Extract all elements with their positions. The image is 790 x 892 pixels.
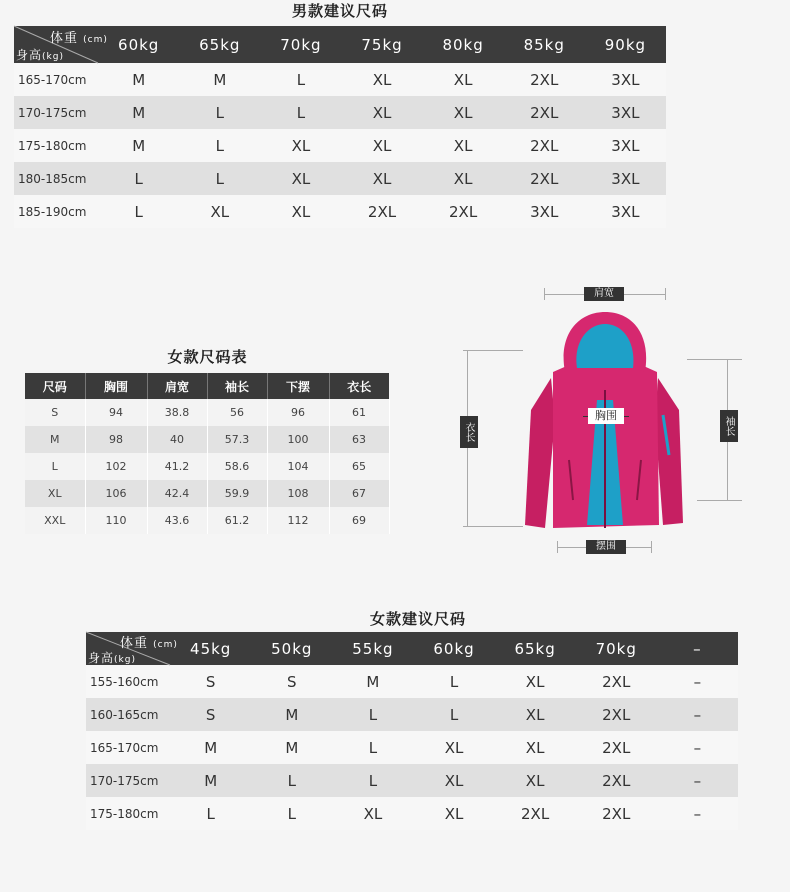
corner-weight-unit: (cm) (153, 640, 178, 650)
size-cell: M (98, 63, 179, 96)
size-cell: S (251, 665, 332, 698)
size-cell: XL (423, 96, 504, 129)
chart-cell: 94 (85, 399, 147, 426)
chart-cell: 61.2 (207, 507, 267, 534)
size-row (14, 96, 666, 129)
size-cell: XL (495, 731, 576, 764)
chart-cell: 67 (329, 480, 389, 507)
body-length-label: 衣长 (460, 416, 478, 448)
women-header-row (86, 632, 738, 665)
corner-weight-label: 体重 (120, 636, 149, 651)
height-range-cell: 185-190cm (14, 195, 98, 228)
size-cell: M (251, 731, 332, 764)
size-cell: L (251, 797, 332, 830)
chart-row (25, 480, 389, 507)
size-cell: L (179, 96, 260, 129)
size-cell: – (657, 797, 738, 830)
chart-cell: 100 (267, 426, 329, 453)
men-size-title: 男款建议尺码 (291, 2, 388, 20)
chart-header: 胸围 (85, 373, 147, 399)
size-cell: L (179, 129, 260, 162)
size-cell: – (657, 731, 738, 764)
size-cell: XL (341, 96, 422, 129)
size-row (86, 764, 738, 797)
chart-cell: 41.2 (147, 453, 207, 480)
size-cell: 3XL (585, 129, 666, 162)
size-cell: XL (423, 162, 504, 195)
chart-cell: 108 (267, 480, 329, 507)
size-cell: M (179, 63, 260, 96)
size-cell: 3XL (504, 195, 585, 228)
size-cell: 3XL (585, 63, 666, 96)
women-col-header: – (657, 632, 738, 665)
chart-cell: 40 (147, 426, 207, 453)
size-cell: XL (495, 665, 576, 698)
chart-cell: 65 (329, 453, 389, 480)
size-cell: – (657, 665, 738, 698)
hem-label: 摆围 (586, 540, 626, 554)
size-cell: XL (341, 162, 422, 195)
corner-height-unit: (kg) (42, 52, 64, 62)
size-cell: L (332, 698, 413, 731)
chart-cell: 38.8 (147, 399, 207, 426)
men-col-header: 60kg (98, 26, 179, 63)
chart-header: 袖长 (207, 373, 267, 399)
height-range-cell: 170-175cm (14, 96, 98, 129)
size-cell: 2XL (504, 63, 585, 96)
height-range-cell: 165-170cm (14, 63, 98, 96)
chart-cell: 98 (85, 426, 147, 453)
size-cell: S (170, 665, 251, 698)
height-range-cell: 180-185cm (14, 162, 98, 195)
size-row (86, 797, 738, 830)
women-chart-title: 女款尺码表 (167, 348, 248, 366)
men-col-header: 70kg (260, 26, 341, 63)
chest-label: 胸围 (588, 408, 624, 424)
corner-weight-label: 体重 (50, 31, 79, 46)
chart-header: 衣长 (329, 373, 389, 399)
size-cell: L (260, 63, 341, 96)
size-cell: L (179, 162, 260, 195)
size-cell: 2XL (504, 129, 585, 162)
size-cell: XL (495, 764, 576, 797)
size-cell: M (98, 96, 179, 129)
size-cell: M (170, 731, 251, 764)
size-row (86, 698, 738, 731)
chart-row (25, 453, 389, 480)
chart-row (25, 507, 389, 534)
size-cell: XL (423, 129, 504, 162)
size-cell: 2XL (576, 698, 657, 731)
size-cell: L (332, 731, 413, 764)
height-range-cell: 175-180cm (86, 797, 170, 830)
size-cell: – (657, 764, 738, 797)
women-col-header: 60kg (413, 632, 494, 665)
chart-header: 尺码 (25, 373, 85, 399)
size-cell: 2XL (495, 797, 576, 830)
chart-cell: 102 (85, 453, 147, 480)
women-col-header: 55kg (332, 632, 413, 665)
size-cell: – (657, 698, 738, 731)
men-col-header: 65kg (179, 26, 260, 63)
chart-cell: 63 (329, 426, 389, 453)
men-size-table (14, 26, 666, 228)
chart-cell: M (25, 426, 85, 453)
women-size-title: 女款建议尺码 (369, 610, 466, 628)
height-range-cell: 175-180cm (14, 129, 98, 162)
chart-cell: 56 (207, 399, 267, 426)
chart-cell: 69 (329, 507, 389, 534)
corner-height-unit: (kg) (114, 655, 136, 665)
size-cell: M (170, 764, 251, 797)
corner-height-label: 身高 (88, 651, 115, 665)
men-corner-cell (14, 26, 108, 63)
size-cell: 2XL (341, 195, 422, 228)
chart-cell: 104 (267, 453, 329, 480)
size-cell: M (332, 665, 413, 698)
size-row (14, 129, 666, 162)
size-cell: L (170, 797, 251, 830)
size-cell: 2XL (576, 764, 657, 797)
height-range-cell: 160-165cm (86, 698, 170, 731)
chart-cell: L (25, 453, 85, 480)
women-col-header: 50kg (251, 632, 332, 665)
size-row (14, 195, 666, 228)
chart-header: 下摆 (267, 373, 329, 399)
size-cell: XL (341, 129, 422, 162)
men-col-header: 90kg (585, 26, 666, 63)
women-chart-table (25, 373, 390, 534)
size-row (14, 63, 666, 96)
chart-cell: 42.4 (147, 480, 207, 507)
shoulder-width-label: 肩宽 (584, 287, 624, 301)
women-corner-cell (86, 632, 178, 665)
size-cell: 2XL (504, 96, 585, 129)
women-col-header: 70kg (576, 632, 657, 665)
chart-cell: XXL (25, 507, 85, 534)
corner-weight-unit: (cm) (83, 35, 108, 45)
measurement-diagram (455, 282, 755, 562)
size-cell: 2XL (504, 162, 585, 195)
size-cell: XL (413, 797, 494, 830)
size-cell: XL (260, 162, 341, 195)
size-cell: L (260, 96, 341, 129)
men-col-header: 75kg (341, 26, 422, 63)
size-cell: XL (332, 797, 413, 830)
chart-cell: S (25, 399, 85, 426)
size-cell: S (170, 698, 251, 731)
size-cell: L (413, 698, 494, 731)
men-col-header: 85kg (504, 26, 585, 63)
size-cell: XL (341, 63, 422, 96)
chart-cell: 112 (267, 507, 329, 534)
size-cell: XL (413, 764, 494, 797)
women-size-table (86, 632, 738, 830)
size-cell: L (98, 195, 179, 228)
size-cell: XL (413, 731, 494, 764)
size-row (14, 162, 666, 195)
size-cell: XL (423, 63, 504, 96)
height-range-cell: 165-170cm (86, 731, 170, 764)
size-cell: L (251, 764, 332, 797)
corner-height-label: 身高 (16, 48, 43, 62)
chart-cell: 96 (267, 399, 329, 426)
chart-cell: 58.6 (207, 453, 267, 480)
chart-cell: 110 (85, 507, 147, 534)
women-col-header: 45kg (170, 632, 251, 665)
chart-cell: 57.3 (207, 426, 267, 453)
size-cell: XL (260, 195, 341, 228)
size-cell: L (413, 665, 494, 698)
women-chart-header-row (25, 373, 389, 399)
size-cell: M (98, 129, 179, 162)
chart-header: 肩宽 (147, 373, 207, 399)
chart-cell: 106 (85, 480, 147, 507)
size-cell: 3XL (585, 96, 666, 129)
size-cell: XL (260, 129, 341, 162)
men-header-row (14, 26, 666, 63)
size-cell: 3XL (585, 195, 666, 228)
chart-cell: XL (25, 480, 85, 507)
size-cell: XL (495, 698, 576, 731)
chart-row (25, 426, 389, 453)
chart-cell: 43.6 (147, 507, 207, 534)
size-cell: 2XL (576, 797, 657, 830)
chart-cell: 59.9 (207, 480, 267, 507)
size-cell: 2XL (576, 731, 657, 764)
size-cell: 2XL (423, 195, 504, 228)
women-col-header: 65kg (495, 632, 576, 665)
size-cell: L (332, 764, 413, 797)
men-col-header: 80kg (423, 26, 504, 63)
size-cell: M (251, 698, 332, 731)
size-cell: XL (179, 195, 260, 228)
size-cell: 3XL (585, 162, 666, 195)
height-range-cell: 170-175cm (86, 764, 170, 797)
size-row (86, 665, 738, 698)
size-cell: L (98, 162, 179, 195)
size-cell: 2XL (576, 665, 657, 698)
height-range-cell: 155-160cm (86, 665, 170, 698)
chart-cell: 61 (329, 399, 389, 426)
chart-row (25, 399, 389, 426)
size-row (86, 731, 738, 764)
sleeve-length-label: 袖长 (720, 410, 738, 442)
